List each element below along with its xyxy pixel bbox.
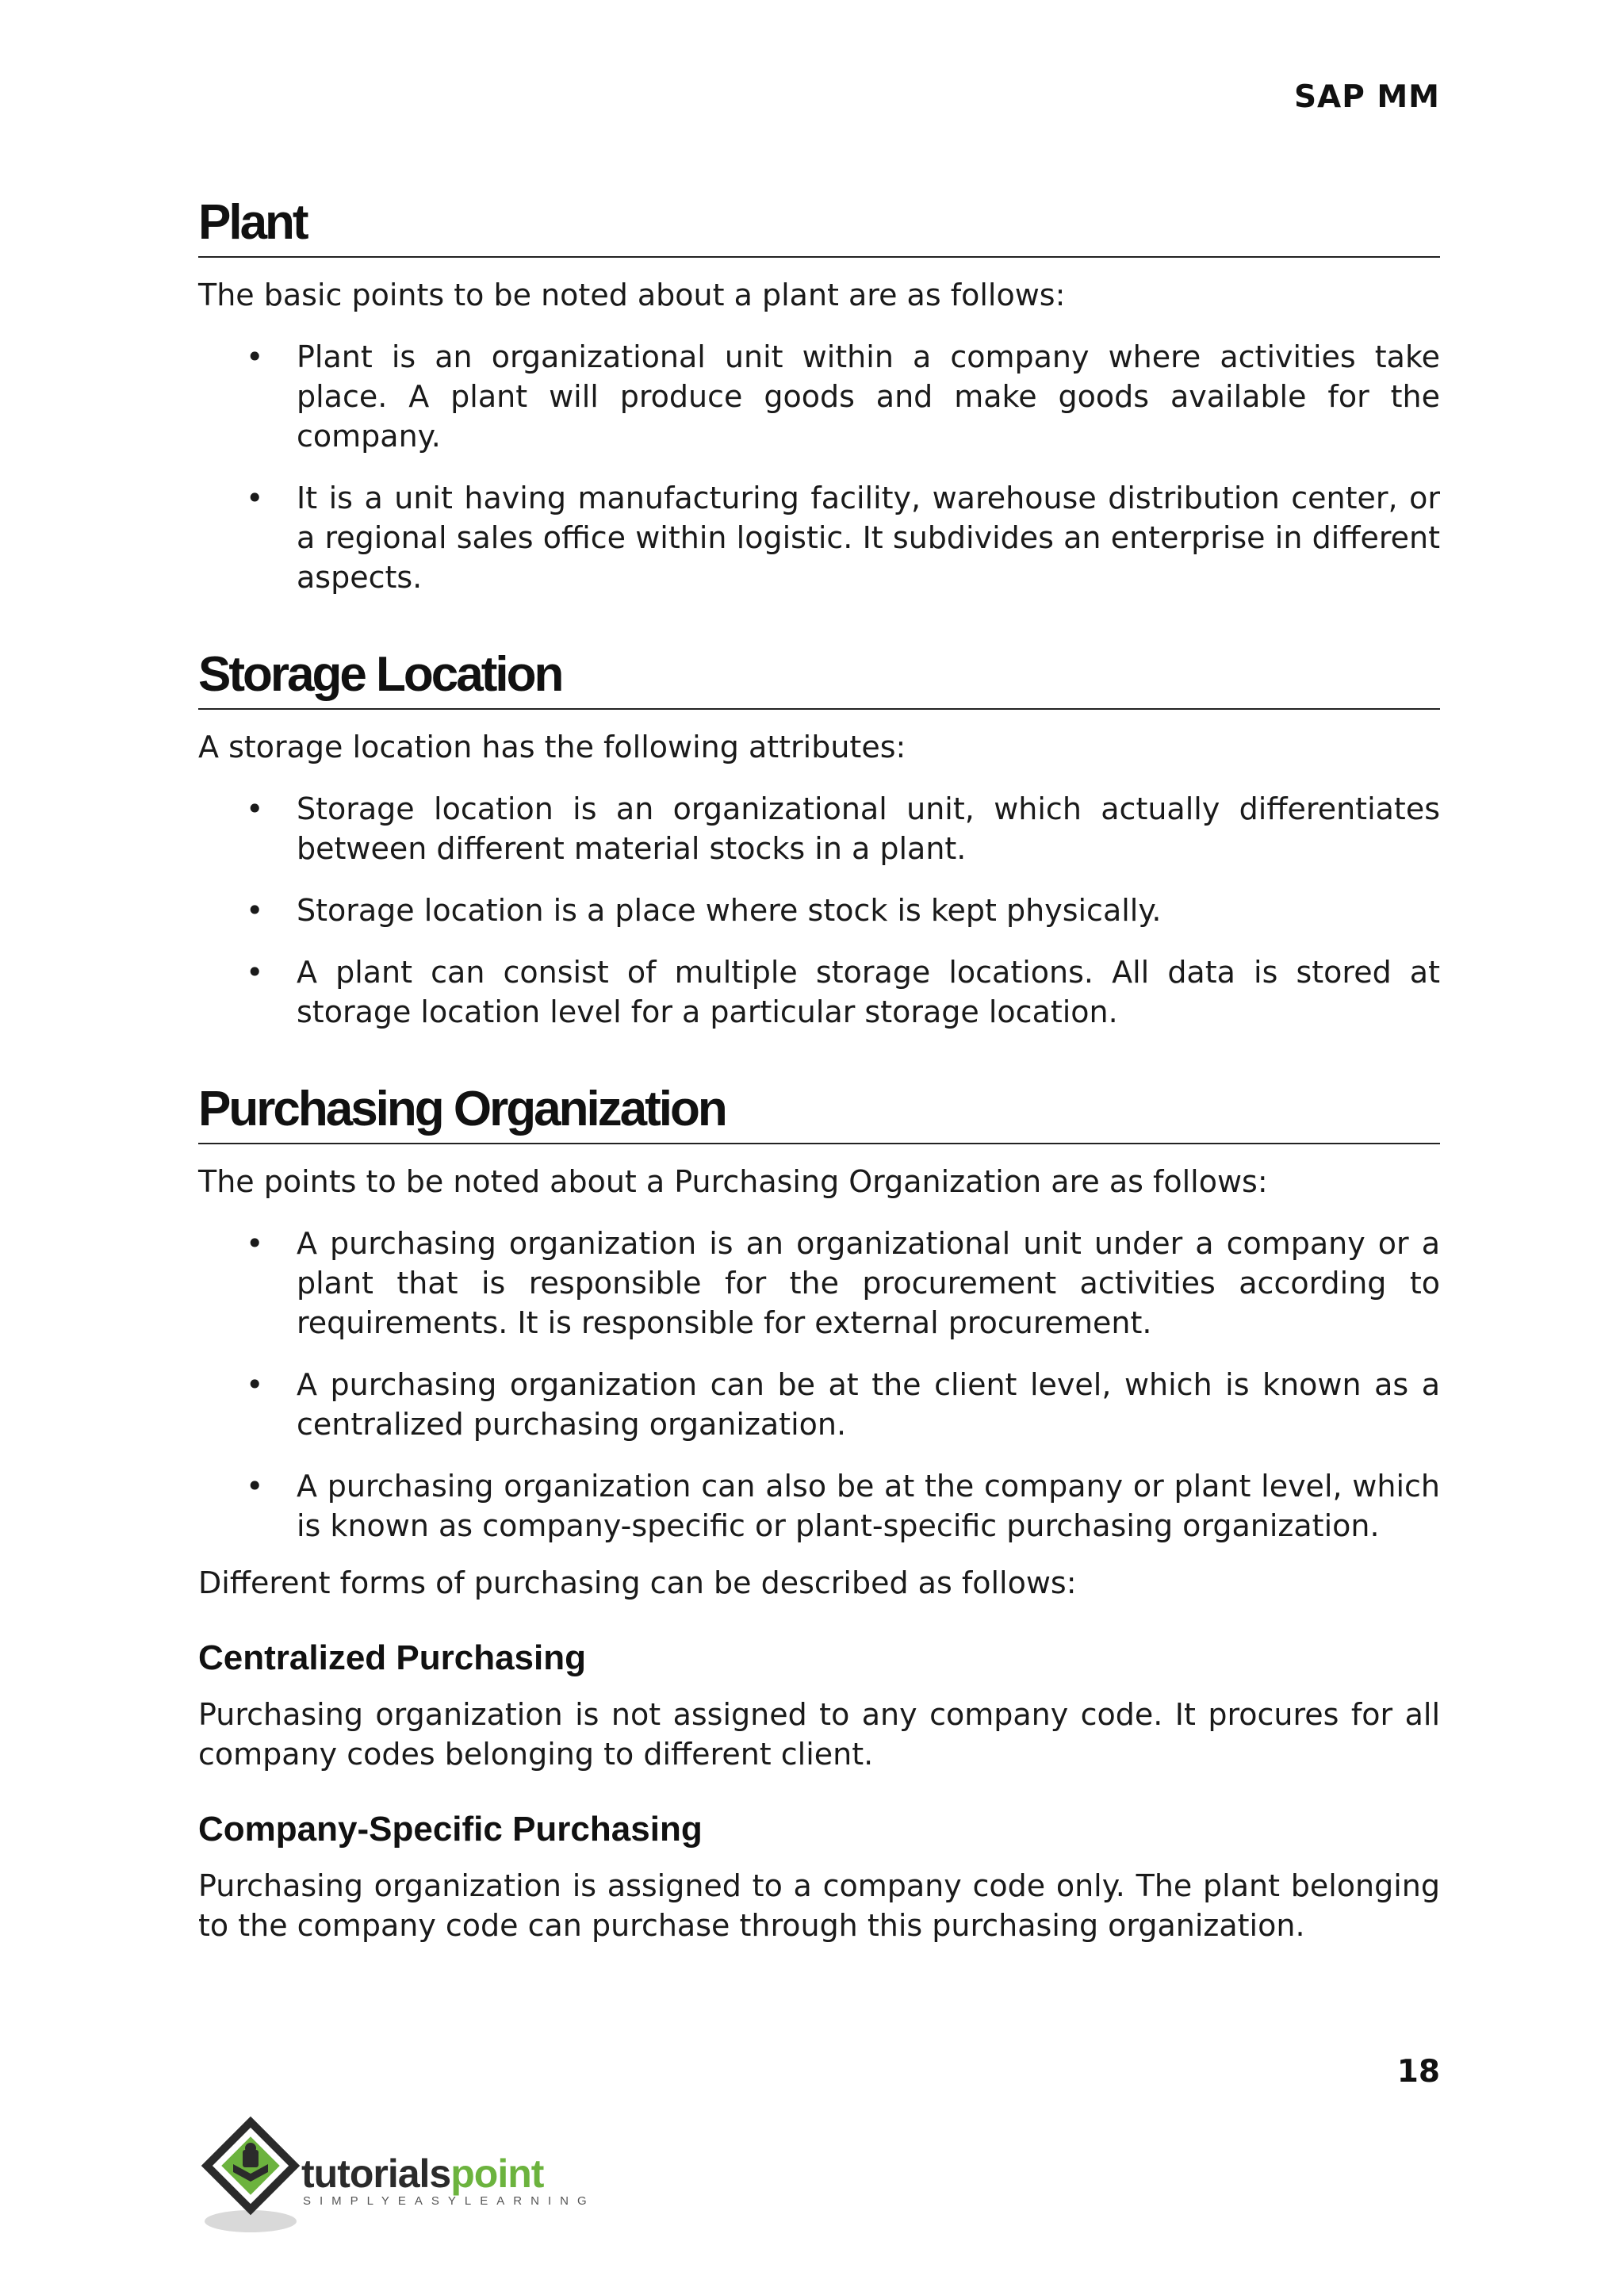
section-lead: The points to be noted about a Purchasing Organization are as follows: (198, 1164, 1268, 1199)
bullet-icon: • (246, 955, 264, 990)
document-page (198, 0, 1440, 2295)
running-header: SAP MM (1293, 79, 1440, 115)
page-content (198, 194, 1440, 1945)
list-item (198, 1224, 1440, 1343)
subsection-title: Company-Specific Purchasing (198, 1810, 703, 1849)
bullet-list (198, 789, 1440, 1032)
list-item (198, 891, 1440, 930)
section-title-plant: Plant (198, 194, 1440, 258)
bullet-icon: • (246, 1367, 264, 1402)
subsection-body: Purchasing organization is not assigned to any company code. It procures for all company codes belonging to different client. (198, 1697, 1440, 1772)
subsection-centralized-purchasing (198, 1636, 1440, 1774)
list-item (198, 337, 1440, 456)
logo-word-tutorials: tutorials (301, 2151, 451, 2196)
bullet-list (198, 1224, 1440, 1546)
bullet-list (198, 337, 1440, 597)
section-purchasing-organization (198, 1081, 1440, 1603)
bullet-icon: • (246, 791, 264, 826)
logo-word-point: point (450, 2151, 544, 2196)
page-number: 18 (1396, 2054, 1440, 2090)
section-storage-location (198, 646, 1440, 1032)
list-item (198, 1365, 1440, 1444)
logo-wordmark (301, 2151, 543, 2196)
section-lead: A storage location has the following attributes: (198, 730, 906, 764)
bullet-icon: • (246, 339, 264, 374)
list-item-text: Storage location is a place where stock is kept physically. (297, 893, 1162, 928)
list-item-text: Plant is an organizational unit within a company where activities take place. A plant will produce goods and make goods available for the company. (297, 339, 1440, 454)
section-plant (198, 194, 1440, 597)
bullet-icon: • (246, 1226, 264, 1261)
list-item-text: It is a unit having manufacturing facility, warehouse distribution center, or a regional sales office within logistic. It subdivides an enterprise in different aspects. (297, 481, 1440, 595)
list-item-text: A purchasing organization is an organizational unit under a company or a plant that is responsible for the procurement activities according to requirements. It is responsible for external procurement. (297, 1226, 1440, 1340)
list-item-text: A purchasing organization can also be at the company or plant level, which is known as company-specific or plant-specific purchasing organization. (297, 1469, 1440, 1543)
list-item-text: Storage location is an organizational unit, which actually differentiates between different material stocks in a plant. (297, 791, 1440, 866)
bullet-icon: • (246, 481, 264, 515)
subsection-title: Centralized Purchasing (198, 1638, 587, 1677)
list-item (198, 952, 1440, 1032)
tutorialspoint-logo (198, 2113, 596, 2240)
logo-tagline: SIMPLYEASYLEARNING (303, 2194, 596, 2208)
list-item (198, 478, 1440, 597)
tutorialspoint-logo-icon (198, 2113, 301, 2240)
list-item (198, 789, 1440, 868)
bullet-icon: • (246, 893, 264, 928)
subsection-company-specific-purchasing (198, 1807, 1440, 1945)
list-item-text: A purchasing organization can be at the client level, which is known as a centralized purchasing organization. (297, 1367, 1440, 1442)
section-lead: The basic points to be noted about a plant are as follows: (198, 278, 1066, 312)
subsection-body: Purchasing organization is assigned to a company code only. The plant belonging to the company code can purchase through this purchasing organization. (198, 1868, 1440, 1943)
list-item (198, 1466, 1440, 1546)
section-outro: Different forms of purchasing can be described as follows: (198, 1565, 1077, 1600)
section-title-storage-location: Storage Location (198, 646, 1440, 710)
section-title-purchasing-organization: Purchasing Organization (198, 1081, 1440, 1144)
bullet-icon: • (246, 1469, 264, 1504)
list-item-text: A plant can consist of multiple storage locations. All data is stored at storage location level for a particular storage location. (297, 955, 1440, 1029)
